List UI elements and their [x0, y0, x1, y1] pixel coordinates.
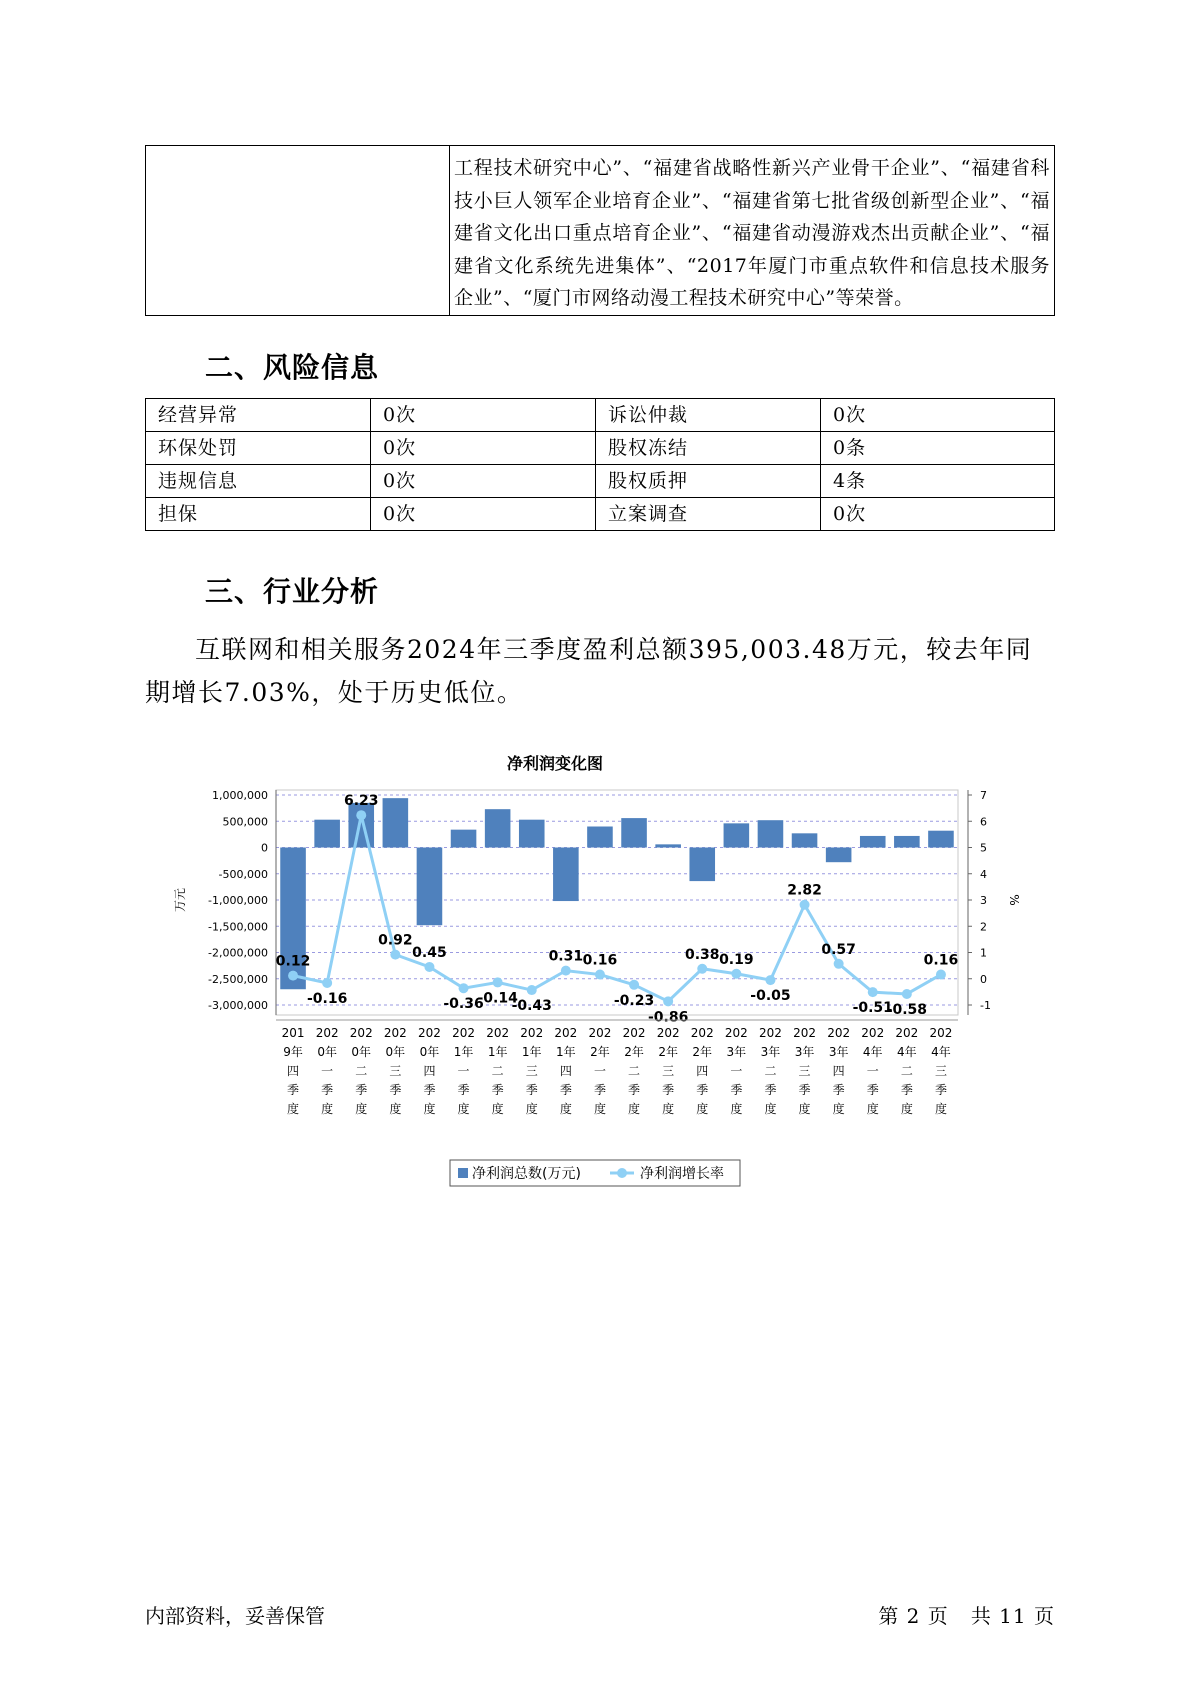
line-point — [561, 966, 571, 976]
chart-title: 净利润变化图 — [506, 754, 604, 773]
line-point — [765, 975, 775, 985]
left-tick-label: 1,000,000 — [212, 789, 268, 802]
bar — [485, 809, 511, 847]
right-tick-label: 3 — [980, 894, 987, 907]
legend-bar-swatch — [458, 1168, 468, 1178]
x-tick-label: 202 2年二季度 — [622, 1026, 646, 1116]
line-point — [834, 959, 844, 969]
risk-value: 4条 — [821, 465, 1055, 498]
right-tick-label: 0 — [980, 972, 987, 986]
data-label: 0.38 — [684, 946, 720, 963]
left-tick-label: 0 — [261, 841, 268, 855]
bar — [758, 820, 784, 847]
left-tick-label: -2,000,000 — [208, 946, 268, 960]
left-tick-label: -3,000,000 — [208, 999, 268, 1012]
data-label: -0.58 — [886, 1001, 928, 1018]
x-tick-label: 202 1年四季度 — [554, 1026, 578, 1116]
data-label: -0.23 — [613, 992, 655, 1009]
left-axis-title: 万元 — [173, 887, 187, 913]
risk-label: 诉讼仲裁 — [596, 399, 821, 432]
risk-value: 0次 — [371, 465, 596, 498]
line-point — [390, 950, 400, 960]
legend-bar-label: 净利润总数(万元) — [472, 1166, 581, 1182]
risk-label: 担保 — [146, 498, 371, 531]
x-tick-label: 202 2年一季度 — [588, 1026, 612, 1116]
bar — [724, 823, 750, 847]
right-tick-label: 6 — [980, 815, 987, 829]
data-label: -0.51 — [852, 1000, 893, 1017]
net-profit-chart — [170, 745, 1030, 1205]
left-tick-label: 500,000 — [222, 815, 268, 829]
table-row — [146, 432, 1055, 465]
x-tick-label: 202 0年三季度 — [383, 1026, 407, 1116]
plot-area — [276, 790, 958, 1015]
data-label: -0.14 — [477, 990, 518, 1007]
data-label: 0.12 — [275, 953, 311, 970]
line-point — [322, 978, 332, 988]
line-point — [936, 970, 946, 980]
bar — [451, 830, 477, 848]
data-label: -0.43 — [511, 998, 552, 1015]
x-tick-label: 202 4年二季度 — [895, 1026, 919, 1116]
data-label: 0.92 — [378, 932, 413, 949]
bar — [928, 831, 954, 848]
bar — [792, 833, 818, 847]
footer-confidential: 内部资料，妥善保管 — [145, 1604, 325, 1628]
bar — [314, 820, 340, 848]
line-point — [800, 900, 810, 910]
bar — [553, 848, 579, 902]
x-tick-label: 202 4年一季度 — [861, 1026, 885, 1116]
table-row — [146, 498, 1055, 531]
data-label: 0.19 — [719, 951, 754, 968]
risk-value: 0条 — [821, 432, 1055, 465]
data-label: -0.36 — [443, 996, 484, 1013]
right-axis-title: % — [1007, 894, 1021, 906]
honor-table — [145, 145, 1055, 316]
line-point — [356, 810, 366, 820]
line-point — [595, 970, 605, 980]
right-tick-label: 2 — [980, 920, 987, 934]
line-point — [663, 996, 673, 1006]
line-point — [902, 989, 912, 999]
x-tick-label: 202 2年四季度 — [690, 1026, 714, 1116]
right-tick-label: 5 — [980, 841, 987, 855]
left-tick-label: -500,000 — [218, 867, 268, 881]
risk-value: 0次 — [371, 399, 596, 432]
data-label: 6.23 — [343, 793, 379, 810]
data-label: 0.31 — [548, 948, 584, 965]
x-tick-label: 202 1年一季度 — [452, 1026, 476, 1116]
data-label: -0.86 — [647, 1009, 689, 1026]
risk-value: 0次 — [821, 498, 1055, 531]
bar — [519, 820, 545, 848]
risk-label: 环保处罚 — [146, 432, 371, 465]
x-tick-label: 202 3年二季度 — [758, 1026, 782, 1116]
risk-value: 0次 — [371, 498, 596, 531]
x-tick-label: 201 9年四季度 — [281, 1026, 305, 1116]
honor-text: 工程技术研究中心”、“福建省战略性新兴产业骨干企业”、“福建省科技小巨人领军企业培育企业”、“福建省第七批省级创新型企业”、“福建省文化出口重点培育企业”、“福建省动漫游戏杰出贡献企业”、“福建省文化系统先进集体”、“2017年厦门市重点软件和信息技术服务企业”、“厦门市网络动漫工程技术研究中心”等荣誉。 — [450, 146, 1055, 316]
left-tick-label: -2,500,000 — [208, 972, 268, 986]
line-point — [697, 964, 707, 974]
bar — [655, 844, 681, 847]
left-tick-label: -1,500,000 — [208, 920, 268, 934]
legend-line-marker — [617, 1168, 627, 1178]
x-tick-label: 202 1年三季度 — [520, 1026, 544, 1116]
risk-heading: 二、风险信息 — [205, 351, 380, 384]
risk-label: 股权冻结 — [596, 432, 821, 465]
line-point — [731, 969, 741, 979]
line-point — [629, 980, 639, 990]
risk-value: 0次 — [371, 432, 596, 465]
industry-paragraph: 互联网和相关服务2024年三季度盈利总额395,003.48万元，较去年同期增长7.03%，处于历史低位。 — [145, 635, 1033, 707]
line-point — [493, 977, 503, 987]
x-tick-label: 202 0年二季度 — [349, 1026, 373, 1116]
data-label: 2.82 — [787, 882, 822, 899]
legend-line-label: 净利润增长率 — [640, 1166, 724, 1182]
bar — [860, 836, 886, 848]
line-point — [424, 962, 434, 972]
x-tick-label: 202 1年二季度 — [486, 1026, 510, 1116]
bar — [894, 836, 920, 848]
x-tick-label: 202 3年三季度 — [793, 1026, 817, 1116]
honor-table-label-cell — [146, 146, 450, 316]
line-point — [459, 983, 469, 993]
line-point — [288, 971, 298, 981]
risk-label: 股权质押 — [596, 465, 821, 498]
bar — [417, 848, 443, 926]
data-label: 0.16 — [923, 952, 959, 969]
right-tick-label: -1 — [980, 999, 991, 1012]
bar — [621, 818, 647, 847]
x-tick-label: 202 2年三季度 — [656, 1026, 680, 1116]
x-tick-label: 202 0年一季度 — [315, 1026, 339, 1116]
right-tick-label: 4 — [980, 867, 987, 881]
table-row — [146, 399, 1055, 432]
risk-label: 违规信息 — [146, 465, 371, 498]
left-tick-label: -1,000,000 — [208, 894, 268, 907]
bar — [348, 803, 374, 848]
risk-table — [145, 398, 1055, 531]
risk-label: 立案调查 — [596, 498, 821, 531]
bar — [689, 848, 715, 882]
x-tick-label: 202 4年三季度 — [929, 1026, 953, 1116]
x-tick-label: 202 3年一季度 — [724, 1026, 748, 1116]
data-label: -0.05 — [750, 988, 791, 1005]
bar — [383, 798, 409, 847]
x-tick-label: 202 0年四季度 — [417, 1026, 441, 1116]
right-tick-label: 7 — [980, 789, 987, 802]
data-label: 0.57 — [821, 941, 856, 958]
risk-value: 0次 — [821, 399, 1055, 432]
industry-heading: 三、行业分析 — [205, 575, 380, 608]
data-label: 0.16 — [582, 952, 618, 969]
bar — [587, 827, 613, 848]
line-point — [527, 985, 537, 995]
x-tick-label: 202 3年四季度 — [827, 1026, 851, 1116]
data-label: 0.45 — [412, 944, 447, 961]
risk-label: 经营异常 — [146, 399, 371, 432]
line-point — [868, 987, 878, 997]
data-label: -0.16 — [306, 990, 348, 1007]
right-tick-label: 1 — [980, 946, 987, 960]
footer-page-number: 第 2 页 共 11 页 — [878, 1604, 1055, 1628]
table-row — [146, 465, 1055, 498]
bar — [826, 848, 852, 863]
